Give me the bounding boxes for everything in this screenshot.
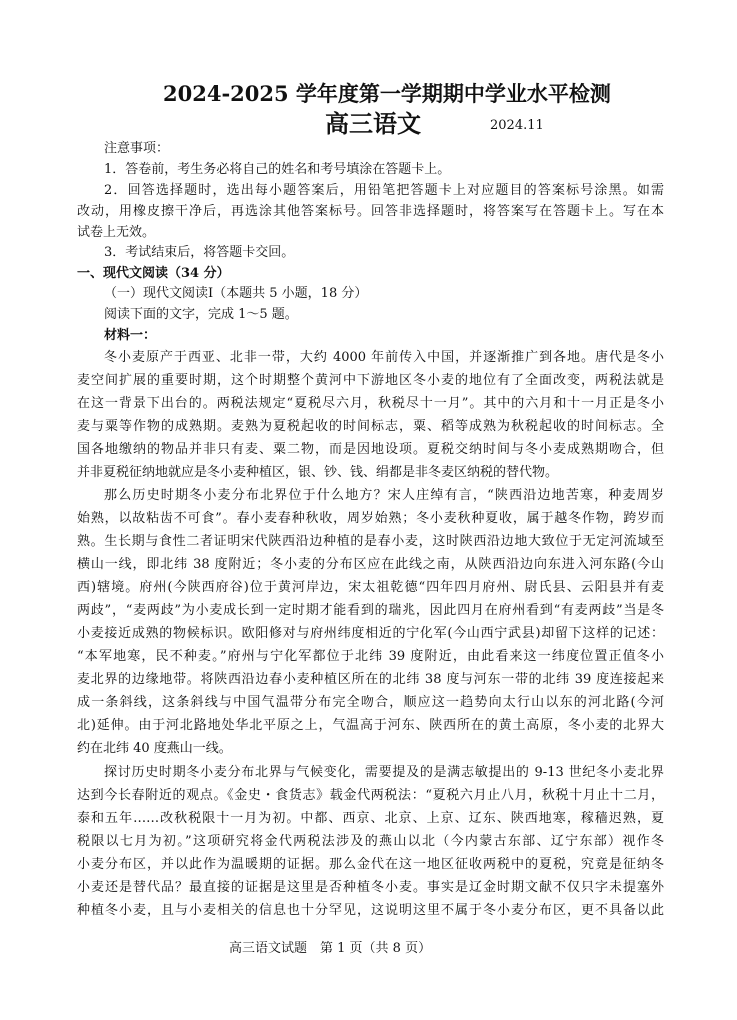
body-line: “本军地寒，民不种麦。”府州与宁化军都位于北纬 39 度附近，由此看来这一纬度位置正值冬小 (77, 649, 664, 664)
body-line: 北)延伸。由于河北路地处华北平原之上，气温高于河东、陕西所在的黄土高原，冬小麦的北界大 (77, 718, 664, 733)
reading-instruction: 阅读下面的文字，完成 1～5 题。 (104, 307, 298, 322)
body-line: 探讨历史时期冬小麦分布北界与气候变化，需要提及的是满志敏提出的 9-13 世纪冬小麦北界 (104, 765, 664, 780)
subsection-heading: （一）现代文阅读Ⅰ（本题共 5 小题，18 分） (104, 286, 368, 301)
body-line: 并非夏税征纳地就应是冬小麦种植区，银、钞、钱、绢都是非冬麦区纳税的替代物。 (77, 465, 559, 480)
body-line: 小麦分布区，并以此作为温暖期的证据。那么金代在这一地区征收两税中的夏税，究竟是征纳冬 (77, 857, 664, 872)
body-line: 横山一线，即北纬 38 度附近；冬小麦的分布区应在此线之南，从陕西沿边向东进入河东路(今山 (77, 557, 664, 572)
body-line: 熟。生长期与食性二者证明宋代陕西沿边种植的是春小麦，这时陕西沿边地大致位于无定河流域至 (77, 534, 664, 549)
body-line: 西)辖境。府州(今陕西府谷)位于黄河岸边，宋太祖乾德“四年四月府州、尉氏县、云阳县并有麦 (77, 580, 664, 595)
body-line: 在这一背景下出台的。两税法规定“夏税尽六月，秋税尽十一月”。其中的六月和十一月正是冬小 (77, 396, 664, 411)
section-heading: 一、现代文阅读（34 分） (77, 266, 230, 281)
body-line: 冬小麦原产于西亚、北非一带，大约 4000 年前传入中国，并逐渐推广到各地。唐代是冬小 (104, 350, 664, 365)
body-line: 麦与粟等作物的成熟期。麦熟为夏税起收的时间标志，粟、稻等成熟为秋税起收的时间标志。全 (77, 419, 664, 434)
notice-line: 3．考试结束后，将答题卡交回。 (104, 245, 295, 260)
body-line: 小麦还是替代品？最直接的证据是这里是否种植冬小麦。事实是辽金时期文献不仅只字未提塞外 (77, 880, 664, 895)
exam-title: 2024-2025 学年度第一学期期中学业水平检测 (163, 81, 611, 106)
body-line: 两歧”，“麦两歧”为小麦成长到一定时期才能看到的瑞兆，因此四月在府州看到“有麦两歧”当是冬 (77, 603, 664, 618)
body-line: 达到今长春附近的观点。《金史・食货志》载金代两税法：“夏税六月止八月，秋税十月止十二月， (77, 788, 664, 803)
notice-heading: 注意事项： (104, 141, 170, 156)
body-line: 那么历史时期冬小麦分布北界位于什么地方？宋人庄绰有言，“陕西沿边地苦寒，种麦周岁 (104, 488, 664, 503)
notice-line: 改动，用橡皮擦干净后，再选涂其他答案标号。回答非选择题时，将答案写在答题卡上。写在本 (77, 204, 664, 219)
notice-line: 试卷上无效。 (77, 225, 156, 240)
body-line: 国各地缴纳的物品并非只有麦、粟二物，而是因地设项。夏税交纳时间与冬小麦成熟期吻合，但 (77, 442, 664, 457)
body-line: 麦北界的边缘地带。将陕西沿边春小麦种植区所在的北纬 38 度与河东一带的北纬 39 度连接起来 (77, 672, 664, 687)
material-label: 材料一： (104, 328, 157, 343)
body-line: 种植冬小麦，且与小麦相关的信息也十分罕见，这说明这里不属于冬小麦分布区，更不具备以此 (77, 903, 664, 918)
exam-date: 2024.11 (490, 118, 544, 133)
body-line: 约在北纬 40 度燕山一线。 (77, 741, 232, 756)
body-line: 泰和五年……改秋税限十一月为初。中都、西京、北京、上京、辽东、陕西地寒，稼穑迟熟，夏 (77, 811, 664, 826)
body-line: 小麦接近成熟的物候标识。欧阳修对与府州纬度相近的宁化军(今山西宁武县)却留下这样的记述： (77, 626, 664, 641)
notice-line: 2．回答选择题时，选出每小题答案后，用铅笔把答题卡上对应题目的答案标号涂黑。如需 (104, 183, 664, 198)
page-footer: 高三语文试题 第 1 页（共 8 页） (229, 941, 432, 956)
body-line: 税限以七月为初。”这项研究将金代两税法涉及的燕山以北（今内蒙古东部、辽宁东部）视作冬 (77, 834, 664, 849)
body-line: 始熟，以故粘齿不可食”。春小麦春种秋收，周岁始熟；冬小麦秋种夏收，属于越冬作物，跨岁而 (77, 511, 664, 526)
exam-subject: 高三语文 (325, 109, 421, 138)
body-line: 麦空间扩展的重要时期，这个时期整个黄河中下游地区冬小麦的地位有了全面改变，两税法就是 (77, 373, 664, 388)
notice-line: 1．答卷前，考生务必将自己的姓名和考号填涂在答题卡上。 (104, 162, 451, 177)
body-line: 成一条斜线，这条斜线与中国气温带分布完全吻合，顺应这一趋势向太行山以东的河北路(今河 (77, 695, 664, 710)
